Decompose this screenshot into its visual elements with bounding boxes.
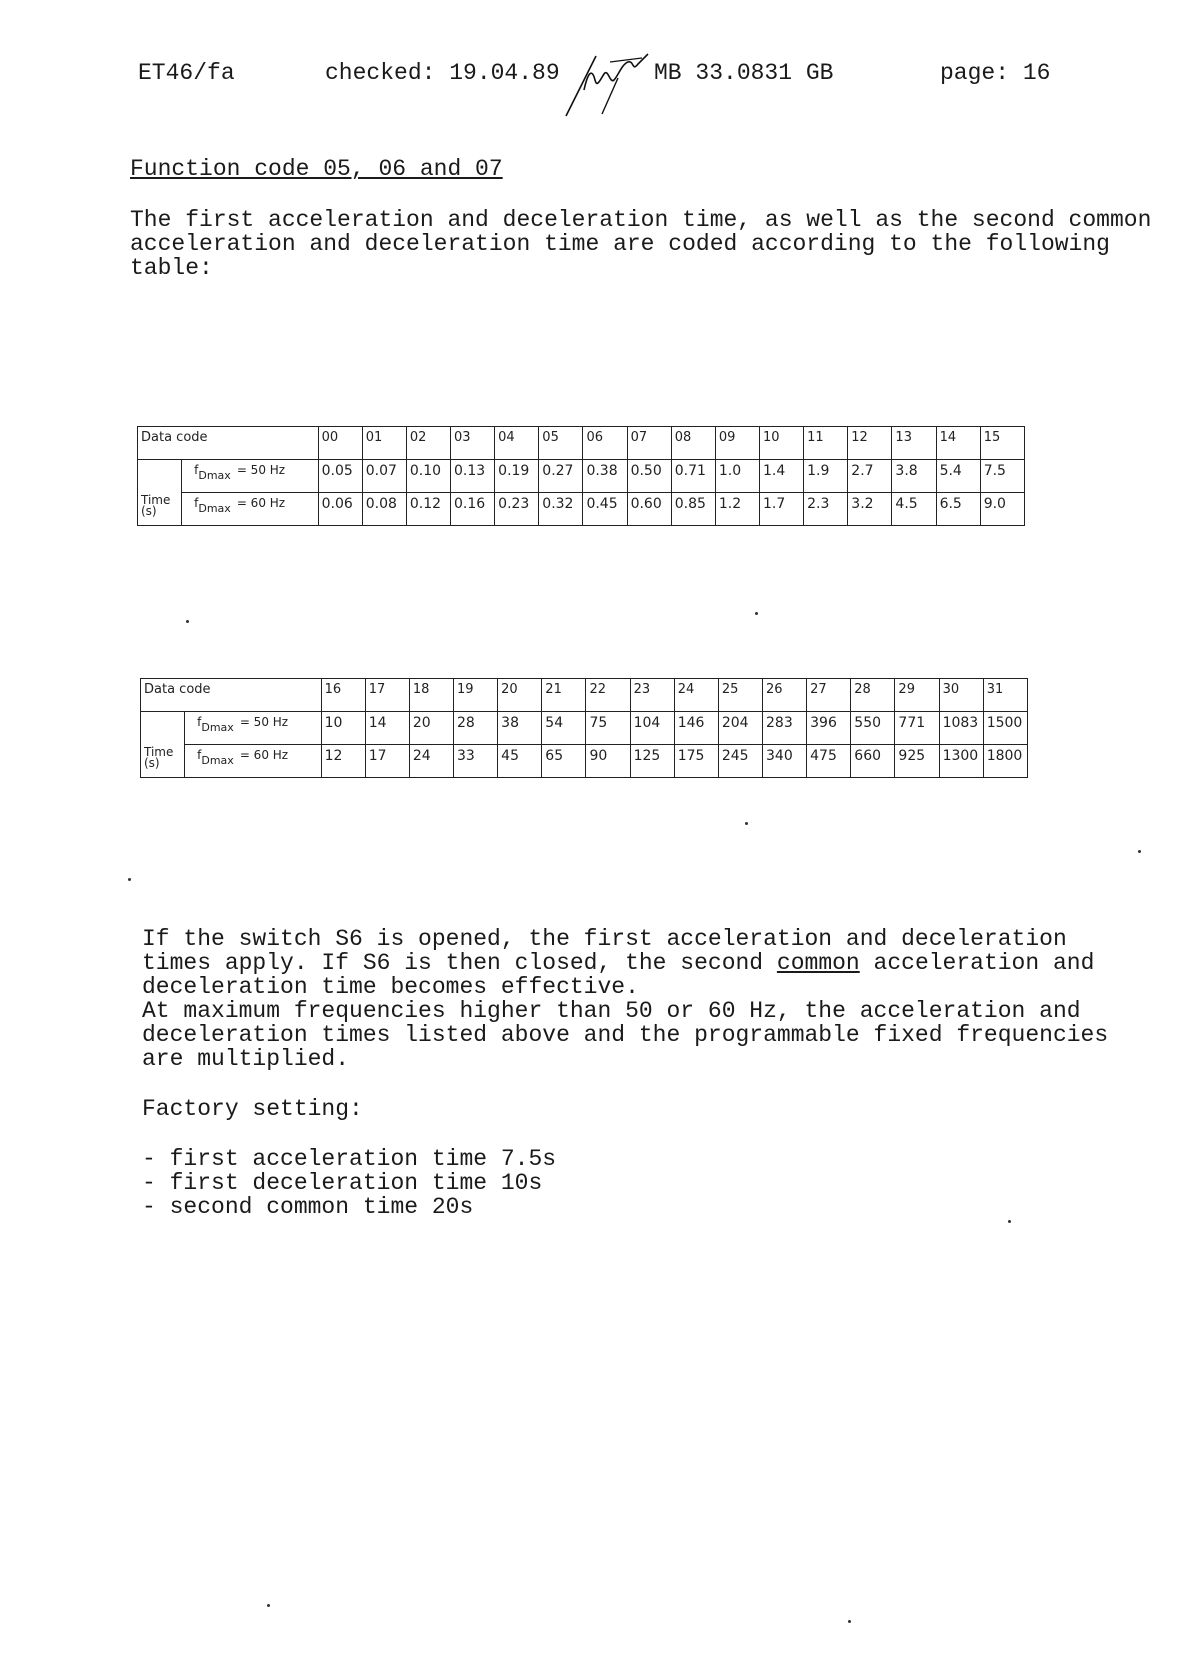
code-cell: 08 xyxy=(671,427,715,460)
value-cell: 0.50 xyxy=(627,460,671,493)
code-cell: 29 xyxy=(895,679,939,712)
value-cell: 12 xyxy=(321,745,365,778)
f-value: = 50 Hz xyxy=(239,715,289,729)
code-cell: 09 xyxy=(715,427,759,460)
table-row xyxy=(138,493,1025,526)
note-line xyxy=(142,951,1179,975)
time-label-text: Time xyxy=(141,493,171,507)
f-symbol: f xyxy=(197,748,202,762)
value-cell: 0.13 xyxy=(451,460,495,493)
f-symbol: f xyxy=(197,715,202,729)
code-cell: 11 xyxy=(804,427,848,460)
note-line: deceleration time becomes effective. xyxy=(142,974,639,1000)
note-text: times apply. If S6 is then closed, the second xyxy=(142,950,777,976)
code-cell: 19 xyxy=(454,679,498,712)
time-code-table-2 xyxy=(140,678,1028,778)
note-line: If the switch S6 is opened, the first acceleration and deceleration xyxy=(142,926,1067,952)
value-cell: 104 xyxy=(630,712,674,745)
document-reference: ET46/fa xyxy=(138,60,235,86)
fdmax-60-label xyxy=(185,745,321,778)
code-cell: 02 xyxy=(406,427,450,460)
list-item: - first acceleration time 7.5s xyxy=(142,1146,557,1172)
value-cell: 3.8 xyxy=(892,460,936,493)
time-label-text: Time xyxy=(144,745,174,759)
value-cell: 14 xyxy=(365,712,409,745)
value-cell: 396 xyxy=(807,712,851,745)
list-item: - first deceleration time 10s xyxy=(142,1170,543,1196)
value-cell: 0.05 xyxy=(318,460,362,493)
value-cell: 38 xyxy=(498,712,542,745)
value-cell: 75 xyxy=(586,712,630,745)
time-label xyxy=(138,460,182,526)
f-subscript: Dmax xyxy=(198,469,231,482)
code-cell: 03 xyxy=(451,427,495,460)
value-cell: 146 xyxy=(674,712,718,745)
value-cell: 245 xyxy=(718,745,762,778)
value-cell: 45 xyxy=(498,745,542,778)
code-cell: 05 xyxy=(539,427,583,460)
code-cell: 21 xyxy=(542,679,586,712)
value-cell: 204 xyxy=(718,712,762,745)
code-cell: 28 xyxy=(851,679,895,712)
f-value: = 50 Hz xyxy=(236,463,286,477)
value-cell: 9.0 xyxy=(980,493,1024,526)
code-cell: 07 xyxy=(627,427,671,460)
time-unit: (s) xyxy=(144,756,160,770)
f-value: = 60 Hz xyxy=(236,496,286,510)
value-cell: 54 xyxy=(542,712,586,745)
note-line: are multiplied. xyxy=(142,1046,350,1072)
code-cell: 25 xyxy=(718,679,762,712)
code-cell: 00 xyxy=(318,427,362,460)
value-cell: 4.5 xyxy=(892,493,936,526)
value-cell: 1.2 xyxy=(715,493,759,526)
code-cell: 24 xyxy=(674,679,718,712)
value-cell: 17 xyxy=(365,745,409,778)
data-code-label: Data code xyxy=(141,679,322,712)
page-number: page: 16 xyxy=(940,60,1051,86)
table-row xyxy=(141,745,1028,778)
note-text: acceleration and xyxy=(859,950,1095,976)
code-cell: 23 xyxy=(630,679,674,712)
value-cell: 925 xyxy=(895,745,939,778)
value-cell: 1.7 xyxy=(760,493,804,526)
factory-setting-list xyxy=(142,1147,1179,1219)
table-row xyxy=(141,679,1028,712)
code-cell: 10 xyxy=(760,427,804,460)
time-label xyxy=(141,712,185,778)
code-cell: 26 xyxy=(763,679,807,712)
value-cell: 0.08 xyxy=(362,493,406,526)
value-cell: 550 xyxy=(851,712,895,745)
value-cell: 5.4 xyxy=(936,460,980,493)
time-code-table-1 xyxy=(137,426,1025,526)
f-symbol: f xyxy=(194,463,199,477)
value-cell: 0.45 xyxy=(583,493,627,526)
value-cell: 0.19 xyxy=(495,460,539,493)
value-cell: 1083 xyxy=(939,712,983,745)
value-cell: 0.27 xyxy=(539,460,583,493)
notes-paragraph xyxy=(142,927,1179,1071)
value-cell: 3.2 xyxy=(848,493,892,526)
code-cell: 17 xyxy=(365,679,409,712)
code-cell: 01 xyxy=(362,427,406,460)
value-cell: 28 xyxy=(454,712,498,745)
value-cell: 125 xyxy=(630,745,674,778)
value-cell: 0.06 xyxy=(318,493,362,526)
code-cell: 15 xyxy=(980,427,1024,460)
value-cell: 0.12 xyxy=(406,493,450,526)
code-cell: 16 xyxy=(321,679,365,712)
f-subscript: Dmax xyxy=(201,721,234,734)
value-cell: 0.32 xyxy=(539,493,583,526)
value-cell: 660 xyxy=(851,745,895,778)
table-row xyxy=(141,712,1028,745)
data-code-label: Data code xyxy=(138,427,319,460)
value-cell: 0.23 xyxy=(495,493,539,526)
value-cell: 24 xyxy=(409,745,453,778)
code-cell: 20 xyxy=(498,679,542,712)
value-cell: 0.60 xyxy=(627,493,671,526)
table-row xyxy=(138,460,1025,493)
value-cell: 1500 xyxy=(983,712,1027,745)
table-row xyxy=(138,427,1025,460)
note-line: At maximum frequencies higher than 50 or 60 Hz, the acceleration and xyxy=(142,998,1081,1024)
value-cell: 2.3 xyxy=(804,493,848,526)
code-cell: 18 xyxy=(409,679,453,712)
value-cell: 7.5 xyxy=(980,460,1024,493)
f-symbol: f xyxy=(194,496,199,510)
code-cell: 22 xyxy=(586,679,630,712)
value-cell: 1.4 xyxy=(760,460,804,493)
intro-paragraph: The first acceleration and deceleration time, as well as the second common acceleration and deceleration time are coded according to the following table: xyxy=(130,207,1152,281)
code-cell: 27 xyxy=(807,679,851,712)
value-cell: 0.71 xyxy=(671,460,715,493)
value-cell: 90 xyxy=(586,745,630,778)
f-subscript: Dmax xyxy=(201,754,234,767)
value-cell: 1.0 xyxy=(715,460,759,493)
code-cell: 06 xyxy=(583,427,627,460)
fdmax-60-label xyxy=(182,493,318,526)
value-cell: 771 xyxy=(895,712,939,745)
document-number: MB 33.0831 GB xyxy=(654,60,834,86)
code-cell: 04 xyxy=(495,427,539,460)
value-cell: 175 xyxy=(674,745,718,778)
value-cell: 1300 xyxy=(939,745,983,778)
value-cell: 33 xyxy=(454,745,498,778)
code-cell: 13 xyxy=(892,427,936,460)
f-value: = 60 Hz xyxy=(239,748,289,762)
value-cell: 340 xyxy=(763,745,807,778)
value-cell: 1800 xyxy=(983,745,1027,778)
underlined-word: common xyxy=(776,950,860,976)
value-cell: 475 xyxy=(807,745,851,778)
handwritten-signature xyxy=(562,50,672,120)
value-cell: 20 xyxy=(409,712,453,745)
checked-date: checked: 19.04.89 xyxy=(325,60,560,86)
code-cell: 30 xyxy=(939,679,983,712)
code-cell: 12 xyxy=(848,427,892,460)
code-cell: 14 xyxy=(936,427,980,460)
value-cell: 0.07 xyxy=(362,460,406,493)
value-cell: 0.10 xyxy=(406,460,450,493)
value-cell: 283 xyxy=(763,712,807,745)
value-cell: 0.85 xyxy=(671,493,715,526)
list-item: - second common time 20s xyxy=(142,1194,474,1220)
factory-setting-title: Factory setting: xyxy=(142,1096,363,1122)
section-heading: Function code 05, 06 and 07 xyxy=(130,156,503,182)
value-cell: 0.38 xyxy=(583,460,627,493)
note-line: deceleration times listed above and the programmable fixed frequencies xyxy=(142,1022,1109,1048)
value-cell: 2.7 xyxy=(848,460,892,493)
fdmax-50-label xyxy=(182,460,318,493)
value-cell: 65 xyxy=(542,745,586,778)
f-subscript: Dmax xyxy=(198,502,231,515)
fdmax-50-label xyxy=(185,712,321,745)
value-cell: 6.5 xyxy=(936,493,980,526)
value-cell: 1.9 xyxy=(804,460,848,493)
value-cell: 10 xyxy=(321,712,365,745)
time-unit: (s) xyxy=(141,504,157,518)
code-cell: 31 xyxy=(983,679,1027,712)
value-cell: 0.16 xyxy=(451,493,495,526)
